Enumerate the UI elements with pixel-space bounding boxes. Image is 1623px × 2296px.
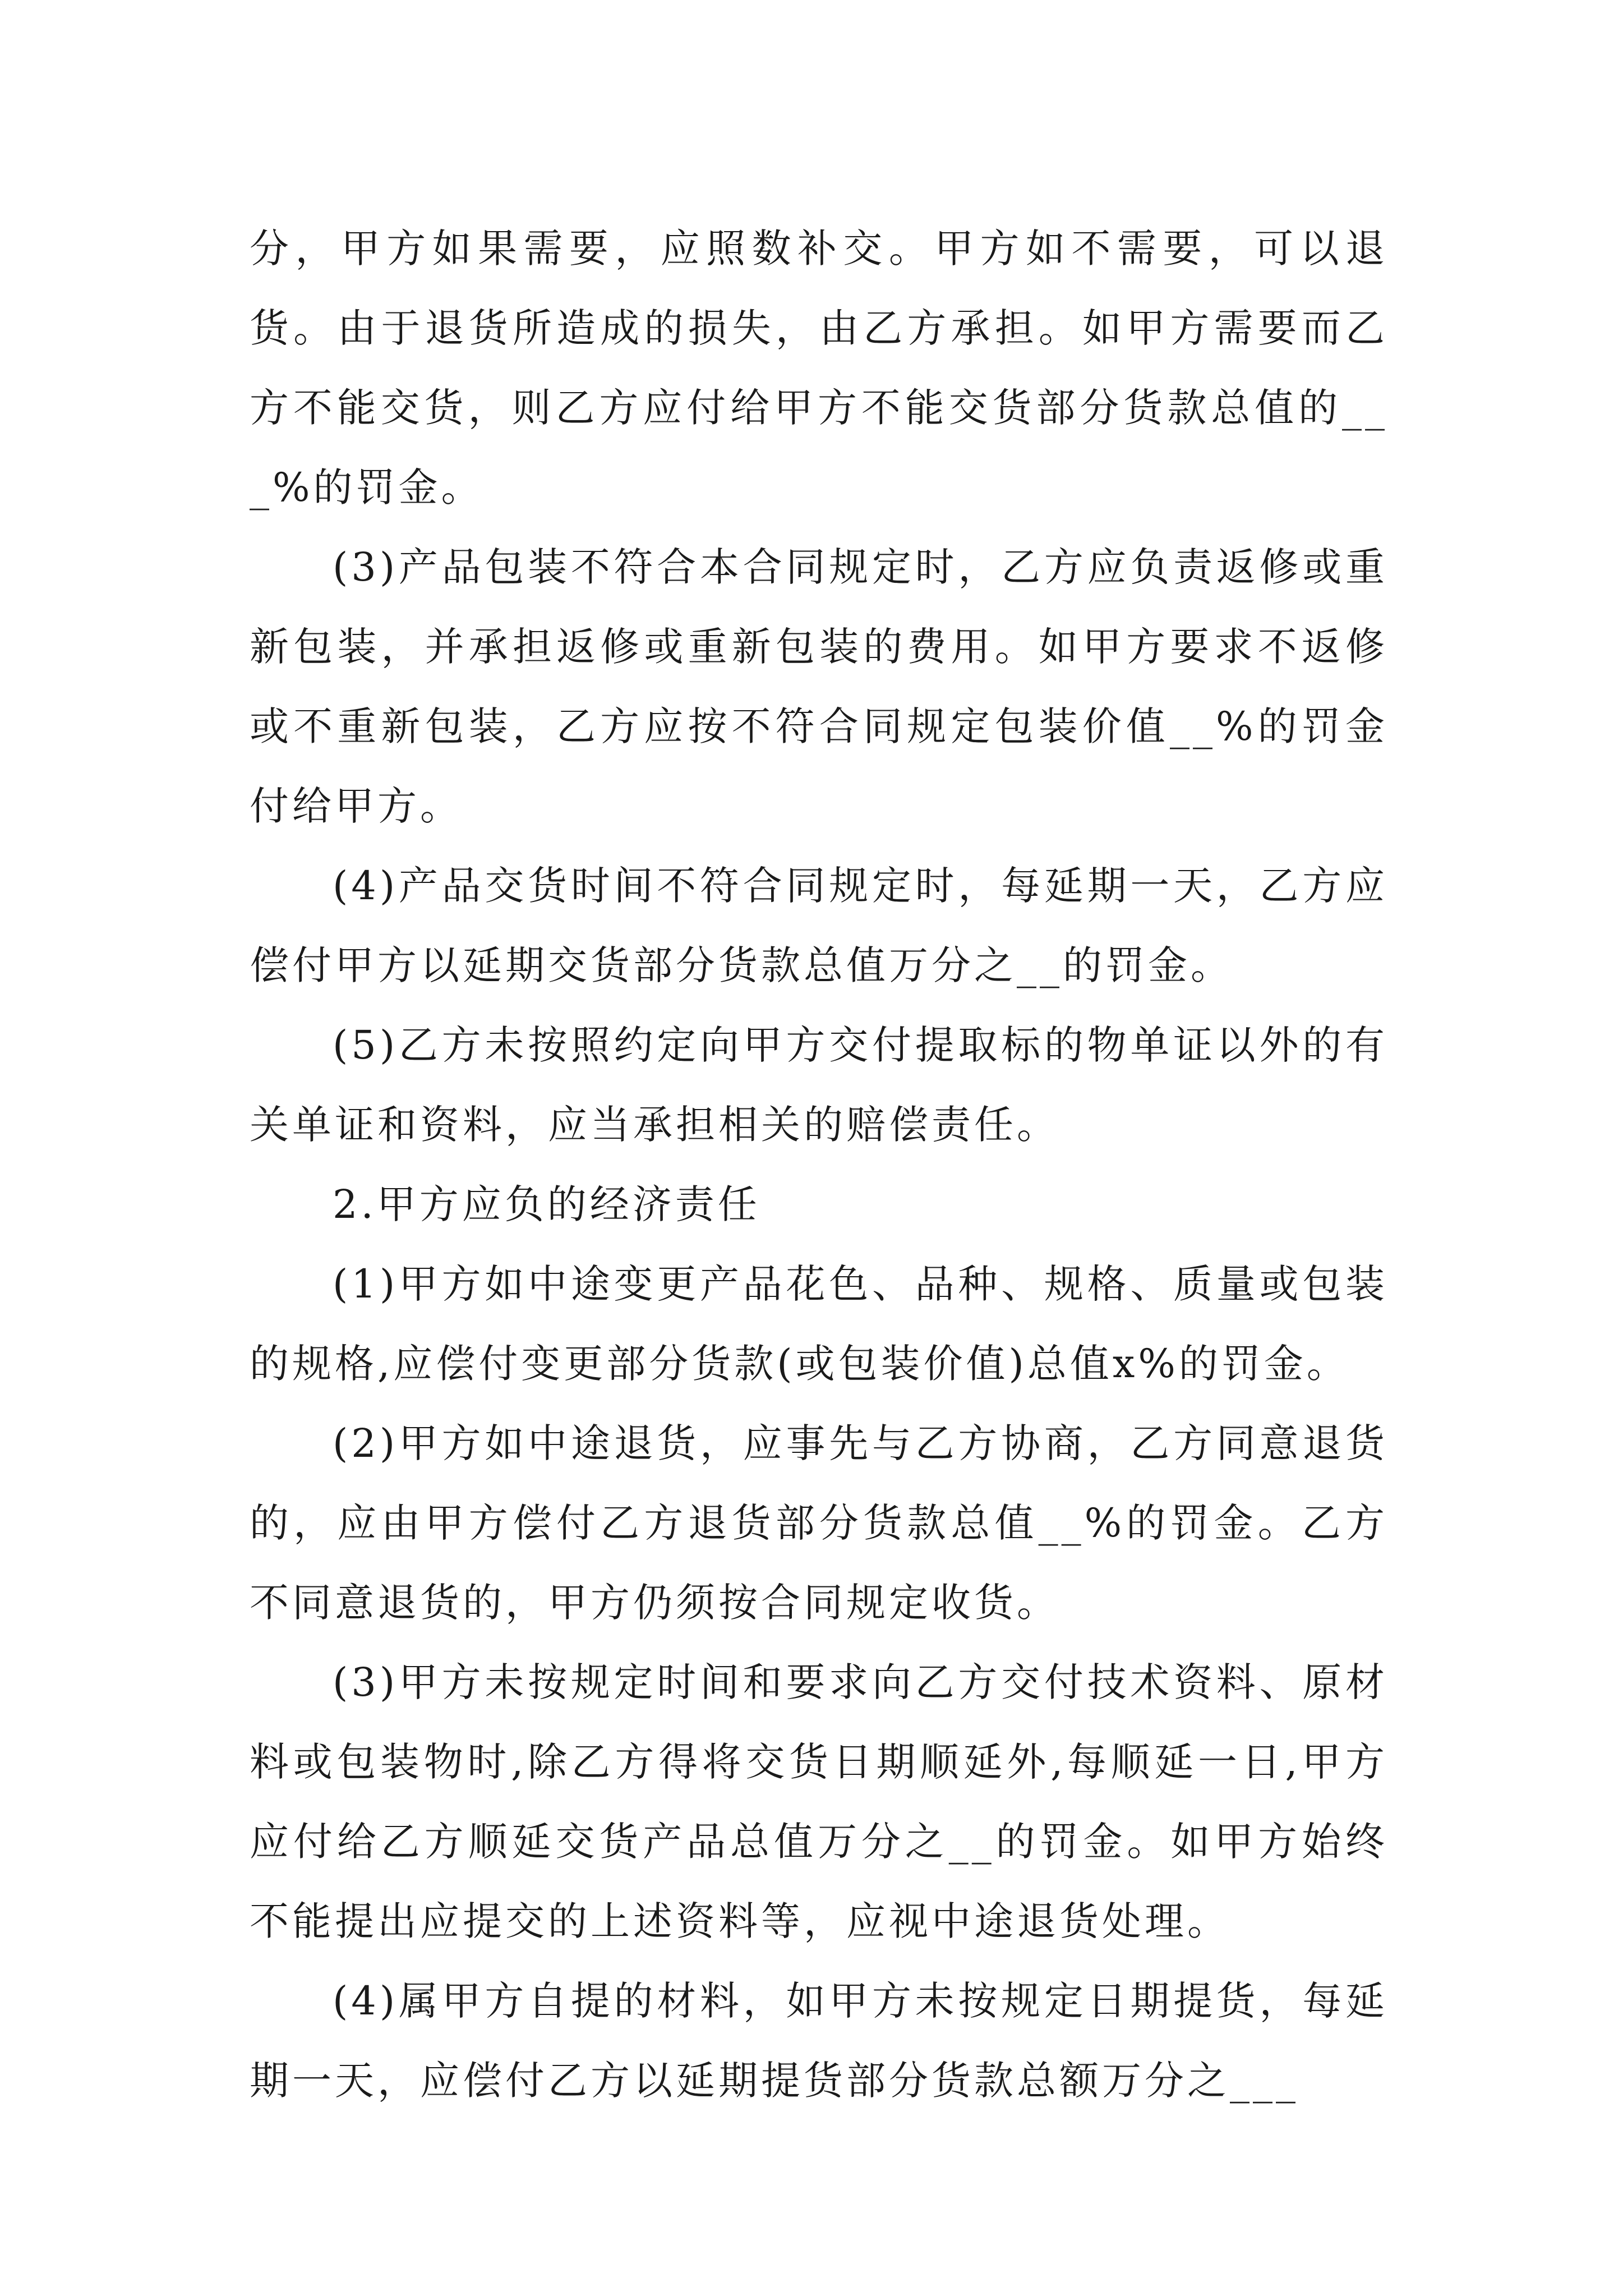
paragraph: (5)乙方未按照约定向甲方交付提取标的物单证以外的有关单证和资料，应当承担相关的赔偿责任。: [250, 1022, 1388, 1148]
paragraph: (2)甲方如中途退货，应事先与乙方协商，乙方同意退货的，应由甲方偿付乙方退货部分货款总值__%的罚金。乙方不同意退货的，甲方仍须按合同规定收货。: [250, 1420, 1388, 1626]
paragraph: (4)产品交货时间不符合同规定时，每延期一天，乙方应偿付甲方以延期交货部分货款总值万分之__的罚金。: [250, 863, 1388, 988]
document-body: [250, 209, 1388, 2120]
paragraph: (1)甲方如中途变更产品花色、品种、规格、质量或包装的规格,应偿付变更部分货款(或包装价值)总值x%的罚金。: [250, 1261, 1388, 1387]
paragraph: (3)甲方未按规定时间和要求向乙方交付技术资料、原材料或包装物时,除乙方得将交货日期顺延外,每顺延一日,甲方应付给乙方顺延交货产品总值万分之__的罚金。如甲方始终不能提出应提交的上述资料等，应视中途退货处理。: [250, 1659, 1388, 1944]
paragraph: (4)属甲方自提的材料，如甲方未按规定日期提货，每延期一天，应偿付乙方以延期提货部分货款总额万分之___: [250, 1978, 1388, 2104]
section-heading: 2.甲方应负的经济责任: [333, 1181, 760, 1227]
paragraph: 分，甲方如果需要，应照数补交。甲方如不需要，可以退货。由于退货所造成的损失，由乙方承担。如甲方需要而乙方不能交货，则乙方应付给甲方不能交货部分货款总值的___%的罚金。: [250, 226, 1388, 510]
paragraph: (3)产品包装不符合本合同规定时，乙方应负责返修或重新包装，并承担返修或重新包装的费用。如甲方要求不返修或不重新包装，乙方应按不符合同规定包装价值__%的罚金付给甲方。: [250, 544, 1388, 829]
